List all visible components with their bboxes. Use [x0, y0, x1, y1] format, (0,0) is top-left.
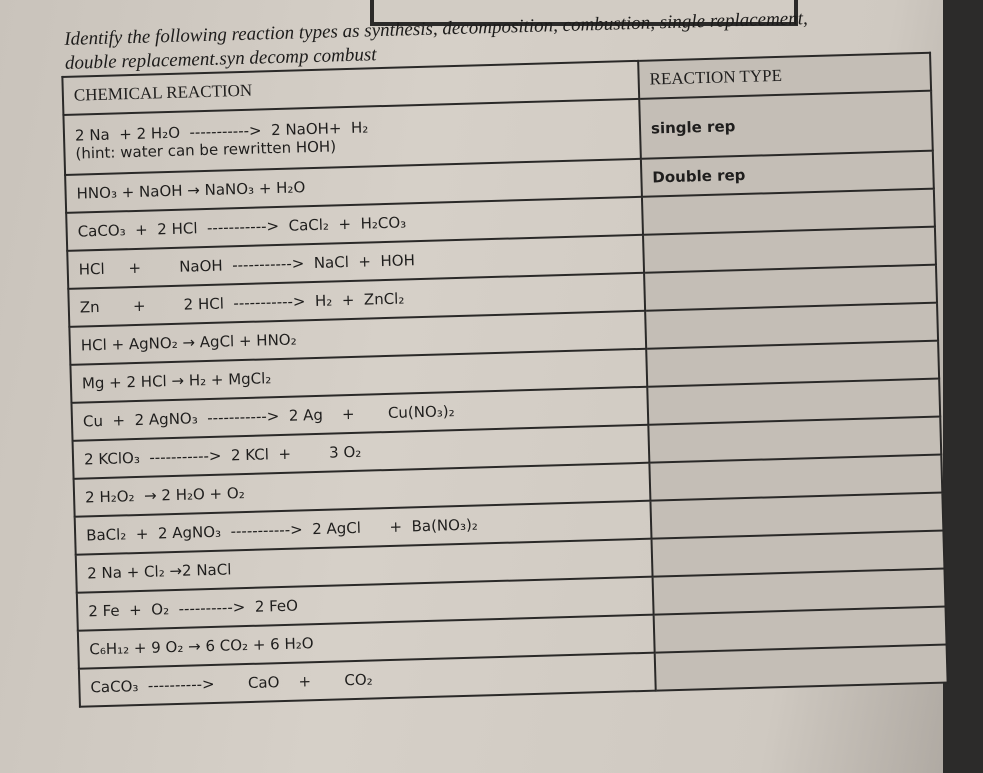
reaction-equation: 2 H₂O₂ → 2 H₂O + O₂ — [84, 484, 245, 507]
header-chemical-reaction: CHEMICAL REACTION — [62, 61, 639, 115]
hint-text: (hint: water can be rewritten HOH) — [75, 137, 337, 163]
reaction-type-answer[interactable] — [655, 644, 948, 690]
reaction-equation: BaCl₂ + 2 AgNO₃ -----------> 2 AgCl + Ba(NO₃)₂ — [85, 515, 479, 545]
reaction-type-answer[interactable]: single rep — [639, 91, 933, 159]
dark-edge — [943, 0, 983, 773]
worksheet — [60, 4, 949, 708]
reaction-equation: Cu + 2 AgNO₃ -----------> 2 Ag + Cu(NO₃)₂ — [82, 402, 455, 431]
instructions-line2: double replacement.syn decomp combust — [64, 44, 377, 74]
reaction-equation: HCl + NaOH -----------> NaCl + HOH — [78, 251, 416, 279]
reaction-equation: CaCO₃ ----------> CaO + CO₂ — [90, 670, 373, 697]
reaction-equation: 2 KClO₃ -----------> 2 KCl + 3 O₂ — [83, 442, 362, 469]
reaction-equation: Mg + 2 HCl → H₂ + MgCl₂ — [81, 369, 272, 393]
reaction-equation: CaCO₃ + 2 HCl -----------> CaCl₂ + H₂CO₃ — [77, 213, 407, 241]
reaction-equation: HNO₃ + NaOH → NaNO₃ + H₂O — [76, 178, 306, 203]
header-reaction-type: REACTION TYPE — [638, 53, 931, 99]
reaction-type-answer[interactable]: Double rep — [641, 151, 934, 197]
reaction-equation: 2 Na + 2 H₂O -----------> 2 NaOH+ H₂ — [74, 118, 369, 145]
reaction-equation: HCl + AgNO₂ → AgCl + HNO₂ — [80, 330, 297, 355]
reaction-equation: 2 Na + Cl₂ →2 NaCl — [86, 560, 232, 583]
instructions: Identify the following reaction types as synthesis, decomposition, combustion, single replacement, — [64, 8, 809, 50]
reaction-equation: C₆H₁₂ + 9 O₂ → 6 CO₂ + 6 H₂O — [89, 634, 314, 659]
reaction-equation: 2 Fe + O₂ ----------> 2 FeO — [88, 596, 299, 621]
reaction-table — [61, 52, 948, 708]
reaction-equation: Zn + 2 HCl -----------> H₂ + ZnCl₂ — [79, 289, 405, 317]
